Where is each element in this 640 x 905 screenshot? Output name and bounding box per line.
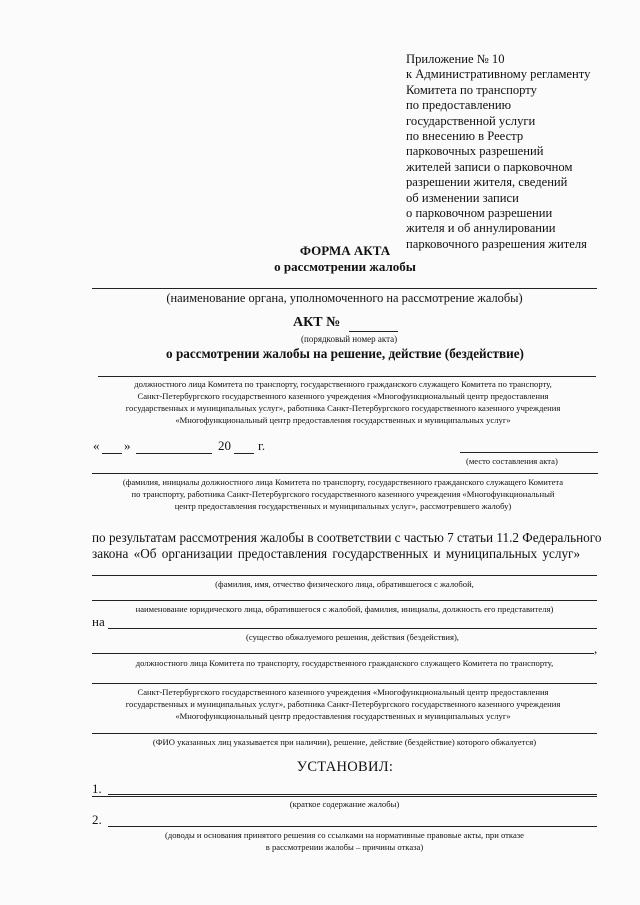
date-day-line bbox=[102, 453, 122, 454]
appendix-line: по внесению в Реестр bbox=[406, 129, 524, 144]
essence-caption: (существо обжалуемого решения, действия (бездействия), bbox=[246, 632, 459, 642]
appendix-line: разрешении жителя, сведений bbox=[406, 175, 568, 190]
caption-line: по транспорту, работника Санкт-Петербургского государственного казенного учреждения «Многофункциональный bbox=[131, 489, 555, 499]
caption-line: должностного лица Комитета по транспорту, государственного гражданского служащего Комитета по транспорту, bbox=[134, 379, 552, 389]
appendix-line: жителя и об аннулировании bbox=[406, 221, 556, 236]
place-line bbox=[460, 452, 598, 453]
caption-line: государственных и муниципальных услуг», работника Санкт-Петербургского государственного казенного учреждения bbox=[125, 403, 561, 413]
on-label: на bbox=[92, 614, 105, 629]
appendix-line: жителей записи о парковочном bbox=[406, 159, 573, 174]
legal-entity-caption: наименование юридического лица, обратившегося с жалобой, фамилия, инициалы, должность его представителя) bbox=[135, 604, 554, 614]
applicant-caption: (фамилия, имя, отчество физического лица, обратившегося с жалобой, bbox=[215, 579, 474, 589]
date-year-prefix: 20 bbox=[218, 438, 231, 453]
appendix-line: о парковочном разрешении bbox=[406, 206, 553, 221]
reviewer-caption bbox=[88, 476, 598, 512]
comma: , bbox=[594, 641, 598, 656]
appendix-line: к Административному регламенту bbox=[406, 67, 591, 82]
item-2-caption-cont: в рассмотрении жалобы – причины отказа) bbox=[265, 842, 424, 852]
fio-caption: (ФИО указанных лиц указывается при наличии), решение, действие (бездействие) которого обжалуется) bbox=[152, 737, 537, 747]
caption-line: «Многофункциональный центр предоставления государственных и муниципальных услуг» bbox=[175, 711, 511, 721]
appendix-line: Комитета по транспорту bbox=[406, 82, 537, 97]
date-year-line bbox=[234, 453, 254, 454]
caption-line: Санкт-Петербургского государственного казенного учреждения «Многофункциональный центр предоставления bbox=[137, 391, 549, 401]
caption-line: центр предоставления государственных и муниципальных услуг», рассмотревшего жалобу) bbox=[174, 501, 512, 511]
appendix-line: государственной услуги bbox=[406, 113, 536, 128]
applicant-line bbox=[92, 575, 597, 576]
official2-caption: должностного лица Комитета по транспорту, государственного гражданского служащего Комитета по транспорту, bbox=[135, 658, 554, 668]
official-line bbox=[98, 376, 596, 377]
caption-line: (фамилия, инициалы должностного лица Комитета по транспорту, государственного гражданского служащего Комитета bbox=[122, 477, 564, 487]
act-heading: о рассмотрении жалобы на решение, действие (бездействие) bbox=[166, 346, 524, 361]
appendix-line: об изменении записи bbox=[406, 190, 519, 205]
date-quote-open: « bbox=[93, 438, 100, 453]
act-number-caption: (порядковый номер акта) bbox=[301, 334, 398, 344]
organ-caption: (наименование органа, уполномоченного на рассмотрение жалобы) bbox=[166, 291, 523, 305]
official2-line bbox=[92, 653, 594, 654]
essence-line bbox=[108, 628, 597, 629]
item-2-number: 2. bbox=[92, 812, 102, 827]
item-2-line bbox=[108, 826, 597, 827]
institution-line bbox=[92, 683, 597, 684]
results-text-line-1: по результатам рассмотрения жалобы в соответствии с частью 7 статьи 11.2 Федерального bbox=[92, 530, 602, 545]
caption-line: государственных и муниципальных услуг», работника Санкт-Петербургского государственного казенного учреждения bbox=[125, 699, 561, 709]
date-month-line bbox=[136, 453, 212, 454]
act-number-line bbox=[349, 331, 398, 332]
appendix-block bbox=[406, 52, 636, 252]
appendix-line: по предоставлению bbox=[406, 98, 512, 113]
appendix-line: парковочных разрешений bbox=[406, 144, 544, 159]
institution-caption bbox=[88, 686, 598, 722]
fio-line bbox=[92, 733, 597, 734]
date-year-suffix: г. bbox=[258, 438, 266, 453]
caption-line: «Многофункциональный центр предоставления государственных и муниципальных услуг» bbox=[175, 415, 511, 425]
reviewer-line bbox=[92, 473, 598, 474]
established-heading: УСТАНОВИЛ: bbox=[296, 759, 394, 775]
place-caption: (место составления акта) bbox=[466, 456, 558, 466]
item-1-number: 1. bbox=[92, 781, 102, 796]
results-text-line-2: закона «Об организации предоставления государственных и муниципальных услуг» bbox=[92, 546, 581, 561]
form-subtitle: о рассмотрении жалобы bbox=[274, 259, 416, 274]
appendix-line: Приложение № 10 bbox=[406, 52, 505, 66]
organ-line bbox=[92, 288, 597, 289]
legal-entity-line bbox=[92, 600, 597, 601]
caption-line: Санкт-Петербургского государственного казенного учреждения «Многофункциональный центр предоставления bbox=[137, 687, 549, 697]
act-number-label: АКТ № bbox=[293, 315, 341, 330]
form-title: ФОРМА АКТА bbox=[299, 243, 391, 258]
item-2-caption: (доводы и основания принятого решения со ссылками на нормативные правовые акты, при отказе bbox=[165, 830, 524, 840]
official-caption bbox=[88, 378, 598, 426]
item-1-line bbox=[108, 794, 597, 795]
date-quote-close: » bbox=[124, 438, 131, 453]
appendix-line: парковочного разрешения жителя bbox=[406, 236, 587, 251]
item-1-caption: (краткое содержание жалобы) bbox=[289, 799, 400, 809]
item-1-line-under bbox=[92, 796, 597, 797]
